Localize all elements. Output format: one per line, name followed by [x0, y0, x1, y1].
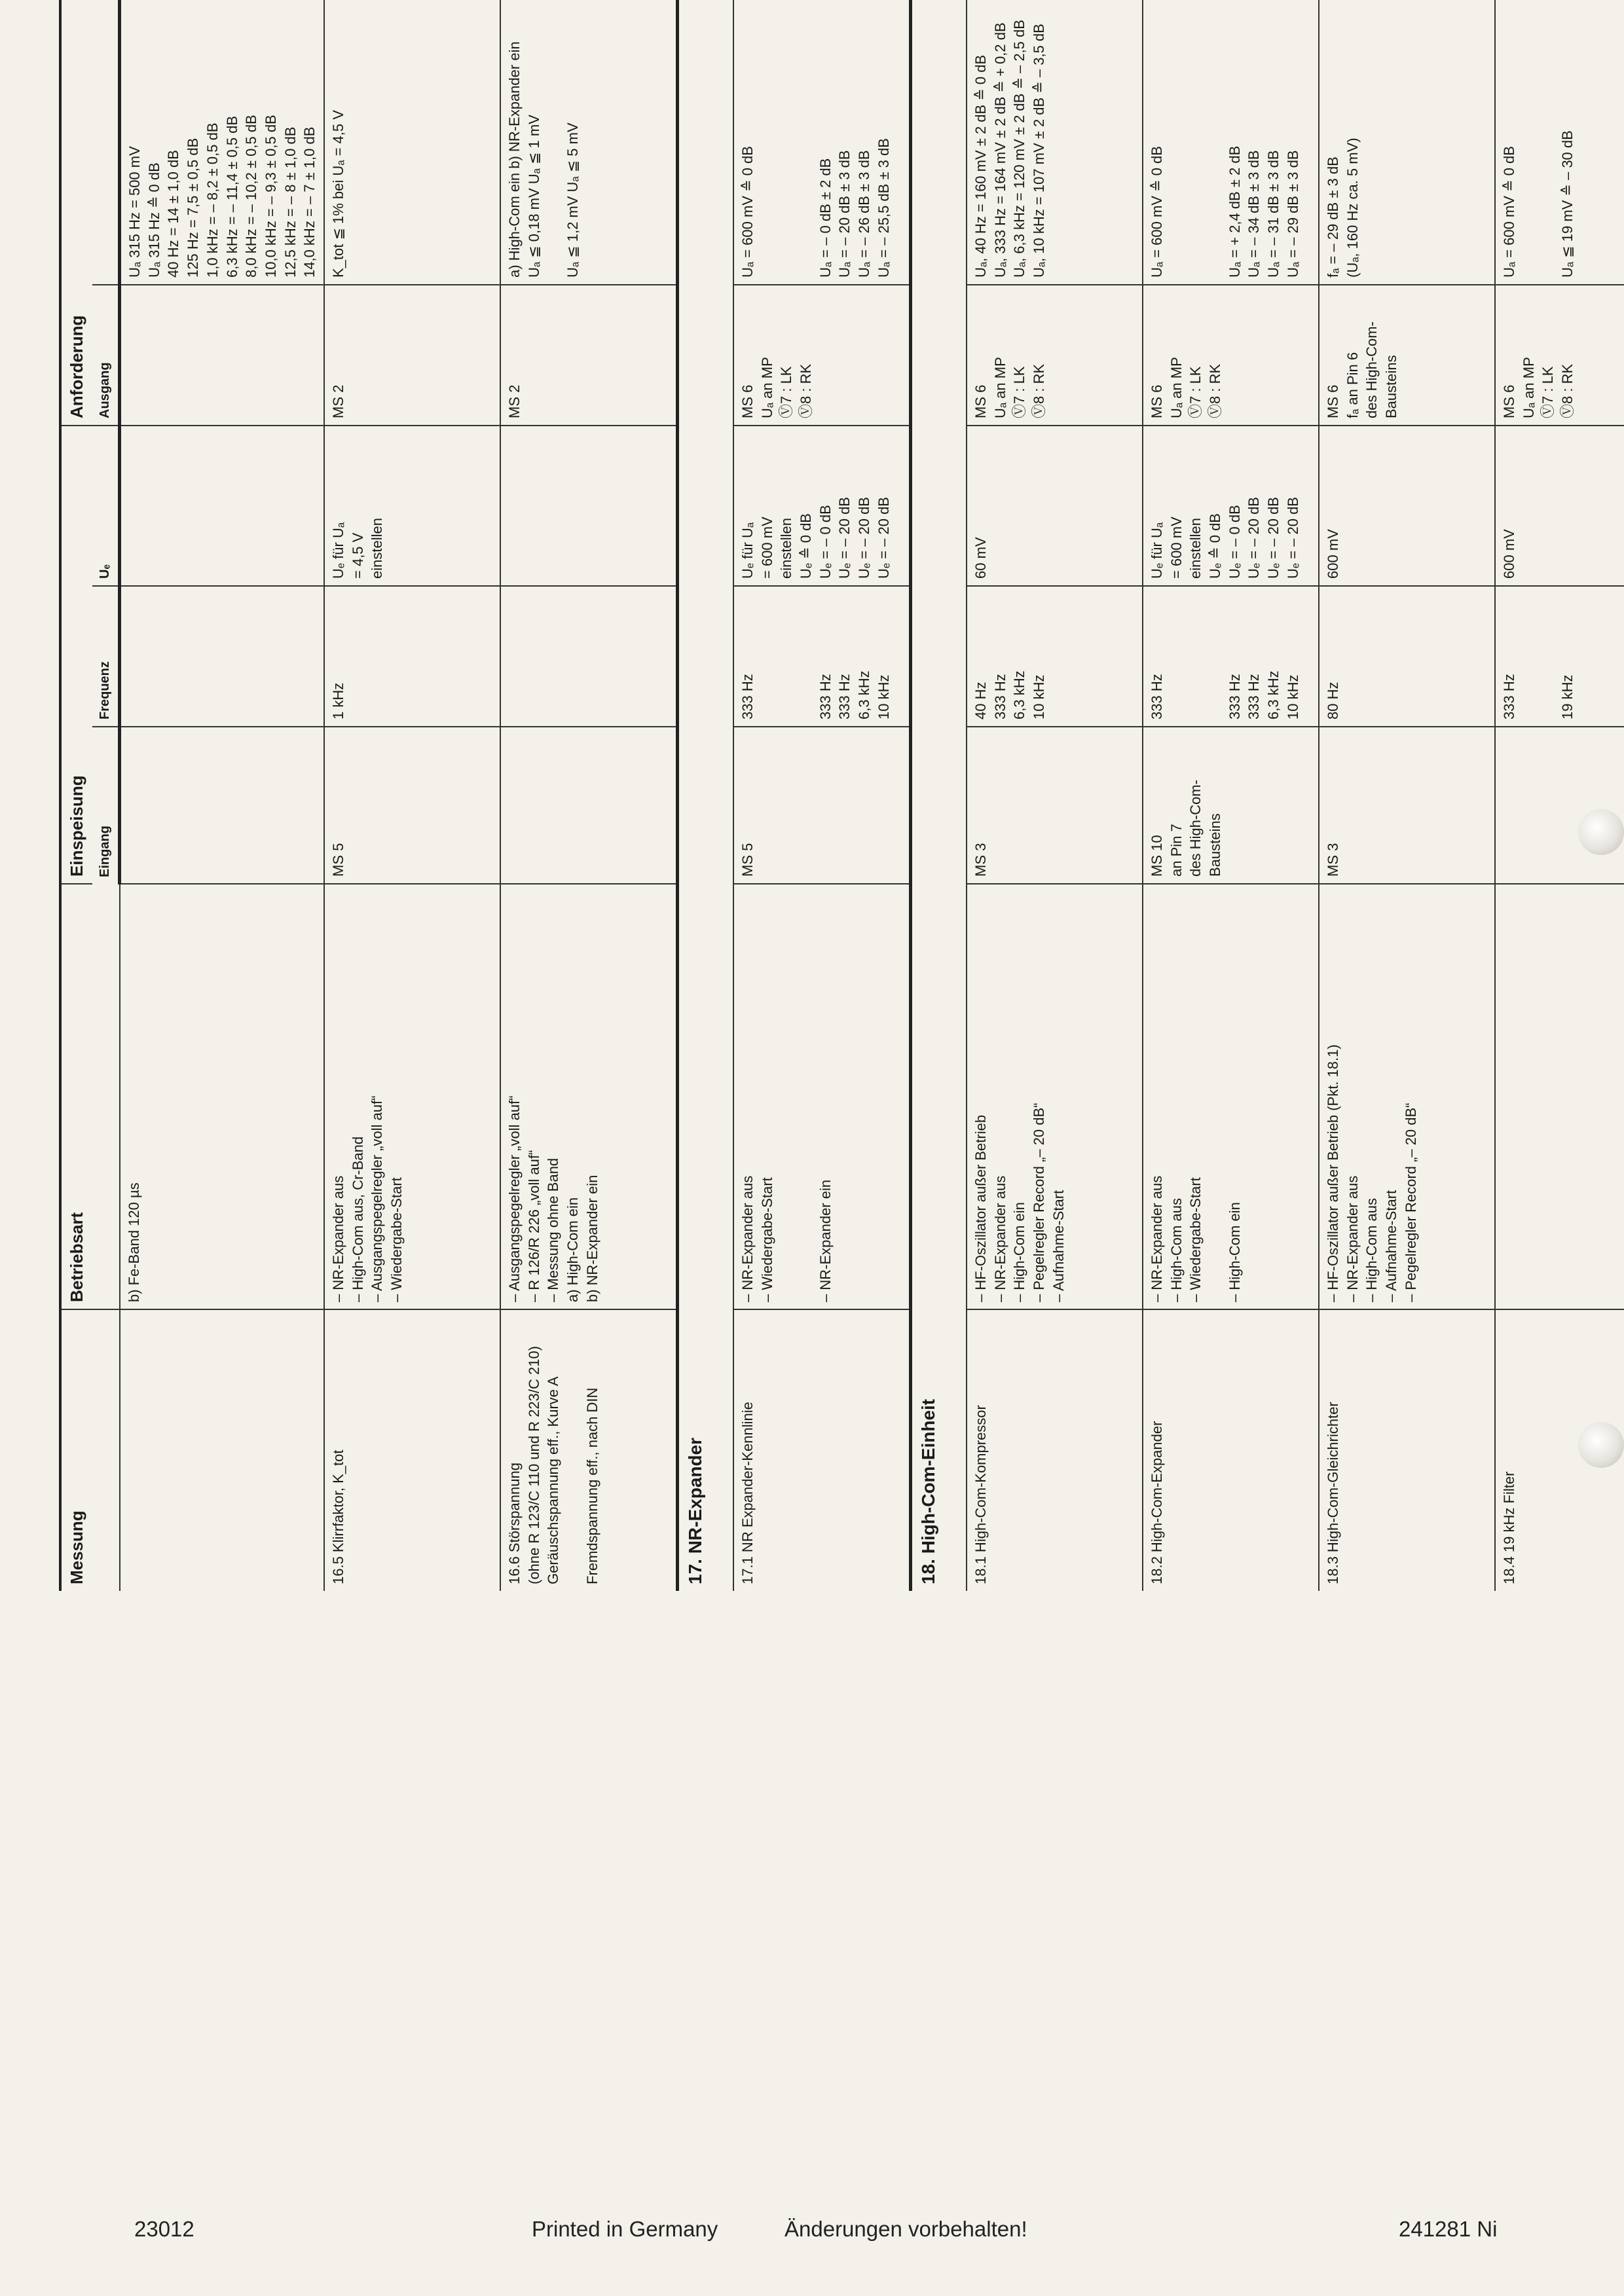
cell-frequenz: 40 Hz 333 Hz 6,3 kHz 10 kHz [967, 586, 1143, 727]
cell-messung: 18.3 High-Com-Gleichrichter [1319, 1309, 1495, 1591]
cell-ue: Uₑ für Uₐ = 4,5 V einstellen [324, 426, 500, 586]
cell-anforderung: a) High-Com ein b) NR-Expander ein Uₐ ≦ 0,18 mV Uₐ ≦ 1 mV Uₐ ≦ 1,2 mV Uₐ ≦ 5 mV [500, 0, 678, 285]
cell-eingang: MS 10 an Pin 7 des High-Com- Bausteins [1143, 727, 1319, 884]
table-row [1143, 0, 1319, 1591]
rotated-measurement-table [59, 0, 1576, 1591]
cell-eingang [1495, 727, 1624, 884]
cell-frequenz: 1 kHz [324, 586, 500, 727]
cell-betriebsart: b) Fe-Band 120 µs [120, 884, 324, 1309]
cell-messung: 17.1 NR Expander-Kennlinie [733, 1309, 911, 1591]
cell-betriebsart [1495, 884, 1624, 1309]
cell-eingang: MS 3 [967, 727, 1143, 884]
table-row [967, 0, 1143, 1591]
cell-ausgang: MS 6 Uₐ an MP Ⓥ7 : LK Ⓥ8 : RK [1143, 285, 1319, 426]
cell-anforderung: fₐ = – 29 dB ± 3 dB (Uₐ, 160 Hz ca. 5 mV) [1319, 0, 1495, 285]
table-body [120, 0, 1624, 1591]
cell-ausgang: MS 2 [500, 285, 678, 426]
header-anforderung: Anforderung [60, 0, 92, 426]
header-ausgang: Ausgang [92, 285, 120, 426]
footer-changes: Änderungen vorbehalten! [784, 2217, 1027, 2241]
header-einspeisung: Einspeisung [60, 426, 92, 884]
cell-anforderung: Uₐ 315 Hz = 500 mV Uₐ 315 Hz ≙ 0 dB 40 Hz = 14 ± 1,0 dB 125 Hz = 7,5 ± 0,5 dB 1,0 kHz = – 8,2 ± 0,5 dB 6,3 kHz = – 11,4 ± 0,5 dB 8,0 kHz = – 10,2 ± 0,5 dB 10,0 kHz = – 9,3 ± 0,5 dB 12,5 kHz = – 8 ± 1,0 dB 14,0 kHz = – 7 ± 1,0 dB [120, 0, 324, 285]
table-row [324, 0, 500, 1591]
cell-eingang: MS 5 [733, 727, 911, 884]
footer-printed: Printed in Germany [532, 2217, 718, 2241]
cell-messung: 18.1 High-Com-Kompressor [967, 1309, 1143, 1591]
cell-anforderung: Uₐ = 600 mV ≙ 0 dB Uₐ = – 0 dB ± 2 dB Uₐ = – 20 dB ± 3 dB Uₐ = – 26 dB ± 3 dB Uₐ = – 25,5 dB ± 3 dB [733, 0, 911, 285]
cell-betriebsart: – NR-Expander aus – High-Com aus, Cr-Band – Ausgangspegelregler „voll auf“ – Wiedergabe-Start [324, 884, 500, 1309]
cell-messung: 16.5 Klirrfaktor, K_tot [324, 1309, 500, 1591]
section-heading: 17. NR-Expander [677, 0, 733, 1591]
cell-betriebsart: – HF-Oszillator außer Betrieb (Pkt. 18.1) – NR-Expander aus – High-Com aus – Aufnahme-Start – Pegelregler Record „– 20 dB“ [1319, 884, 1495, 1309]
footer-code: 241281 Ni [1399, 2217, 1498, 2241]
footer-doc-number: 23012 [134, 2217, 194, 2241]
cell-betriebsart: – NR-Expander aus – Wiedergabe-Start – NR-Expander ein [733, 884, 911, 1309]
table-row [1495, 0, 1624, 1591]
measurement-table [59, 0, 1624, 1591]
cell-frequenz: 333 Hz 333 Hz 333 Hz 6,3 kHz 10 kHz [733, 586, 911, 727]
table-row [500, 0, 678, 1591]
cell-ausgang: MS 2 [324, 285, 500, 426]
table-row [1319, 0, 1495, 1591]
cell-ue: Uₑ für Uₐ = 600 mV einstellen Uₑ ≙ 0 dB Uₑ = – 0 dB Uₑ = – 20 dB Uₑ = – 20 dB Uₑ = – 20 dB [733, 426, 911, 586]
cell-ue: 60 mV [967, 426, 1143, 586]
cell-ausgang: MS 6 Uₐ an MP Ⓥ7 : LK Ⓥ8 : RK [1495, 285, 1624, 426]
cell-anforderung: K_tot ≦ 1% bei Uₐ = 4,5 V [324, 0, 500, 285]
cell-frequenz: 80 Hz [1319, 586, 1495, 727]
header-betriebsart: Betriebsart [60, 884, 120, 1309]
header-messung: Messung [60, 1309, 120, 1591]
cell-ausgang: MS 6 Uₐ an MP Ⓥ7 : LK Ⓥ8 : RK [967, 285, 1143, 426]
cell-messung: 18.4 19 kHz Filter [1495, 1309, 1624, 1591]
cell-eingang: MS 3 [1319, 727, 1495, 884]
section-heading: 18. High-Com-Einheit [910, 0, 967, 1591]
cell-ue: 600 mV [1319, 426, 1495, 586]
cell-betriebsart: – NR-Expander aus – High-Com aus – Wiedergabe-Start – High-Com ein [1143, 884, 1319, 1309]
header-frequenz: Frequenz [92, 586, 120, 727]
table-row [733, 0, 911, 1591]
cell-ausgang: MS 6 Uₐ an MP Ⓥ7 : LK Ⓥ8 : RK [733, 285, 911, 426]
cell-frequenz: 333 Hz 19 kHz [1495, 586, 1624, 727]
cell-anforderung: Uₐ = 600 mV ≙ 0 dB Uₐ = + 2,4 dB ± 2 dB Uₐ = – 34 dB ± 3 dB Uₐ = – 31 dB ± 3 dB Uₐ = – 29 dB ± 3 dB [1143, 0, 1319, 285]
cell-anforderung: Uₐ = 600 mV ≙ 0 dB Uₐ ≦ 19 mV ≙ – 30 dB [1495, 0, 1624, 285]
cell-ausgang: MS 6 fₐ an Pin 6 des High-Com- Bausteins [1319, 285, 1495, 426]
cell-ue [500, 426, 678, 586]
cell-ue [120, 426, 324, 586]
cell-eingang: MS 5 [324, 727, 500, 884]
cell-ue: 600 mV [1495, 426, 1624, 586]
cell-frequenz [500, 586, 678, 727]
table-row [120, 0, 324, 1591]
cell-frequenz: 333 Hz 333 Hz 333 Hz 6,3 kHz 10 kHz [1143, 586, 1319, 727]
cell-messung: 16.6 Störspannung (ohne R 123/C 110 und R 223/C 210) Geräuschspannung eff., Kurve A Fremdspannung eff., nach DIN [500, 1309, 678, 1591]
cell-eingang [120, 727, 324, 884]
header-anforderung-values [92, 0, 120, 285]
cell-betriebsart: – HF-Oszillator außer Betrieb – NR-Expander aus – High-Com ein – Pegelregler Record „– 20 dB“ – Aufnahme-Start [967, 884, 1143, 1309]
cell-eingang [500, 727, 678, 884]
header-eingang: Eingang [92, 727, 120, 884]
cell-messung: 18.2 High-Com-Expander [1143, 1309, 1319, 1591]
cell-betriebsart: – Ausgangspegelregler „voll auf“ – R 126/R 226 „voll auf“ – Messung ohne Band a) High-Com ein b) NR-Expander ein [500, 884, 678, 1309]
cell-messung [120, 1309, 324, 1591]
cell-ue: Uₑ für Uₐ = 600 mV einstellen Uₑ ≙ 0 dB Uₑ = – 0 dB Uₑ = – 20 dB Uₑ = – 20 dB Uₑ = – 20 dB [1143, 426, 1319, 586]
cell-anforderung: Uₐ, 40 Hz = 160 mV ± 2 dB ≙ 0 dB Uₐ, 333 Hz = 164 mV ± 2 dB ≙ + 0,2 dB Uₐ, 6,3 kHz = 120 mV ± 2 dB ≙ – 2,5 dB Uₐ, 10 kHz = 107 mV ± 2 dB ≙ – 3,5 dB [967, 0, 1143, 285]
cell-ausgang [120, 285, 324, 426]
header-ue: Uₑ [92, 426, 120, 586]
cell-frequenz [120, 586, 324, 727]
